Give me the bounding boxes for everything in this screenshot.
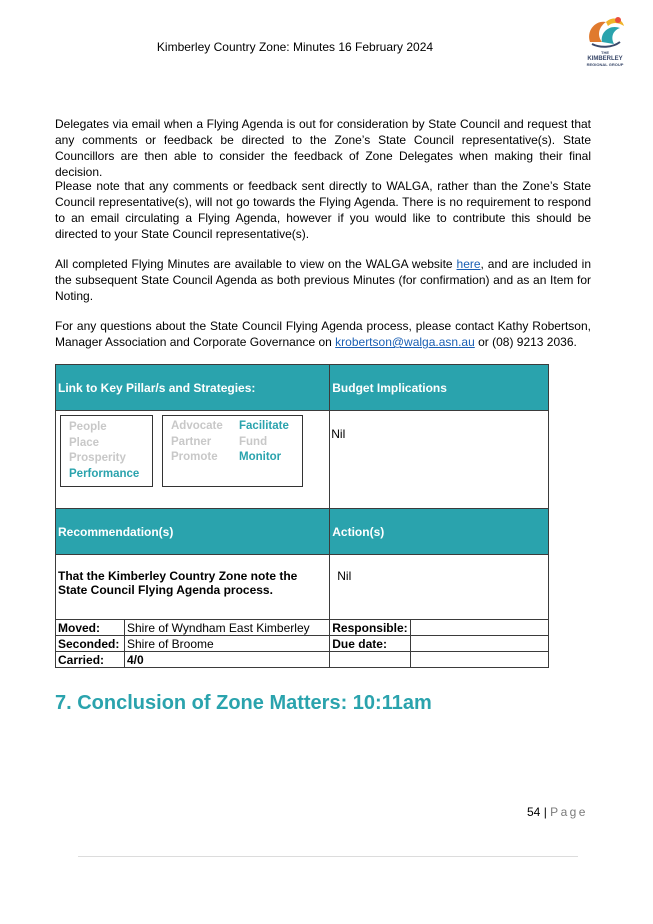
pillar-people: People — [69, 421, 107, 433]
responsible-value — [410, 620, 548, 636]
kimberley-logo-mark — [580, 12, 630, 52]
strategy-monitor: Monitor — [239, 451, 282, 463]
due-date-label: Due date: — [330, 636, 410, 652]
logo-text-line: REGIONAL GROUP — [586, 62, 624, 67]
page-separator: | — [543, 805, 547, 819]
pillar-place: Place — [69, 436, 100, 449]
moved-value: Shire of Wyndham East Kimberley — [124, 620, 329, 636]
page-number-footer — [527, 805, 588, 819]
page-header-title: Kimberley Country Zone: Minutes 16 February 2024 — [156, 40, 434, 54]
strategies-box — [162, 415, 303, 487]
table-row — [56, 636, 549, 652]
footer-divider — [78, 856, 578, 857]
paragraph-delegates-email: Delegates via email when a Flying Agenda is out for consideration by State Council and request that any comments or feedback be directed to the Zone’s State Council representative(s). State Councillors are then able to consider the feedback of Zone Delegates when making their final decision. — [55, 117, 591, 179]
seconded-value: Shire of Broome — [124, 636, 329, 652]
walga-website-link[interactable]: here — [456, 257, 481, 271]
moved-label: Moved: — [56, 620, 125, 636]
paragraph-text: or (08) 9213 2036. — [474, 335, 577, 349]
actions-header: Action(s) — [330, 509, 549, 555]
paragraph-text: All completed Flying Minutes are available to view on the WALGA website — [55, 257, 457, 271]
paragraph-text: For any questions about the State Council Flying Agenda process, please contact Kathy Robertson, Manager Association and Corporate Governance on — [55, 319, 591, 349]
section-heading: 7. Conclusion of Zone Matters: 10:11am — [55, 692, 432, 714]
recommendation-table — [55, 364, 549, 668]
strategy-promote: Promote — [171, 451, 218, 463]
paragraph-feedback-note: Please note that any comments or feedback sent directly to WALGA, rather than the Zone’s State Council representative(s), will not go towards the Flying Agenda. There is no requirement to respond to an email circulating a Flying Agenda, however if you would like to contribute this should be directed to your State Council representative(s). — [55, 179, 591, 241]
page-word: Page — [550, 805, 588, 819]
kimberley-logo — [580, 12, 630, 68]
logo-text-line: THE — [601, 50, 609, 55]
pillar-performance: Performance — [69, 467, 140, 480]
paragraph-contact — [55, 318, 591, 350]
budget-value: Nil — [330, 411, 549, 509]
pillars-box — [60, 415, 153, 487]
empty-cell — [410, 652, 548, 668]
paragraph-text: , and are included in the subsequent State Council Agenda as both previous Minutes (for confirmation) and as an Item for Noting. — [55, 257, 591, 303]
recommendations-header: Recommendation(s) — [56, 509, 330, 555]
strategy-advocate: Advocate — [171, 420, 223, 432]
table-row — [56, 652, 549, 668]
recommendation-text: That the Kimberley Country Zone note the State Council Flying Agenda process. — [56, 555, 330, 620]
action-value: Nil — [330, 555, 549, 620]
empty-cell — [330, 652, 410, 668]
due-date-value — [410, 636, 548, 652]
responsible-label: Responsible: — [330, 620, 410, 636]
seconded-label: Seconded: — [56, 636, 125, 652]
paragraph-flying-minutes — [55, 256, 591, 304]
key-pillar-header: Link to Key Pillar/s and Strategies: — [56, 365, 330, 411]
budget-implications-header: Budget Implications — [330, 365, 549, 411]
pillars-strategies-cell — [56, 411, 330, 509]
strategy-fund: Fund — [239, 435, 268, 448]
carried-label: Carried: — [56, 652, 125, 668]
table-row — [56, 620, 549, 636]
strategy-facilitate: Facilitate — [239, 420, 289, 432]
contact-email-link[interactable]: krobertson@walga.asn.au — [335, 335, 475, 349]
strategy-partner: Partner — [171, 435, 212, 448]
page-number: 54 — [527, 805, 541, 819]
logo-text-line: KIMBERLEY — [587, 56, 623, 62]
pillar-prosperity: Prosperity — [69, 452, 126, 464]
carried-value: 4/0 — [124, 652, 329, 668]
